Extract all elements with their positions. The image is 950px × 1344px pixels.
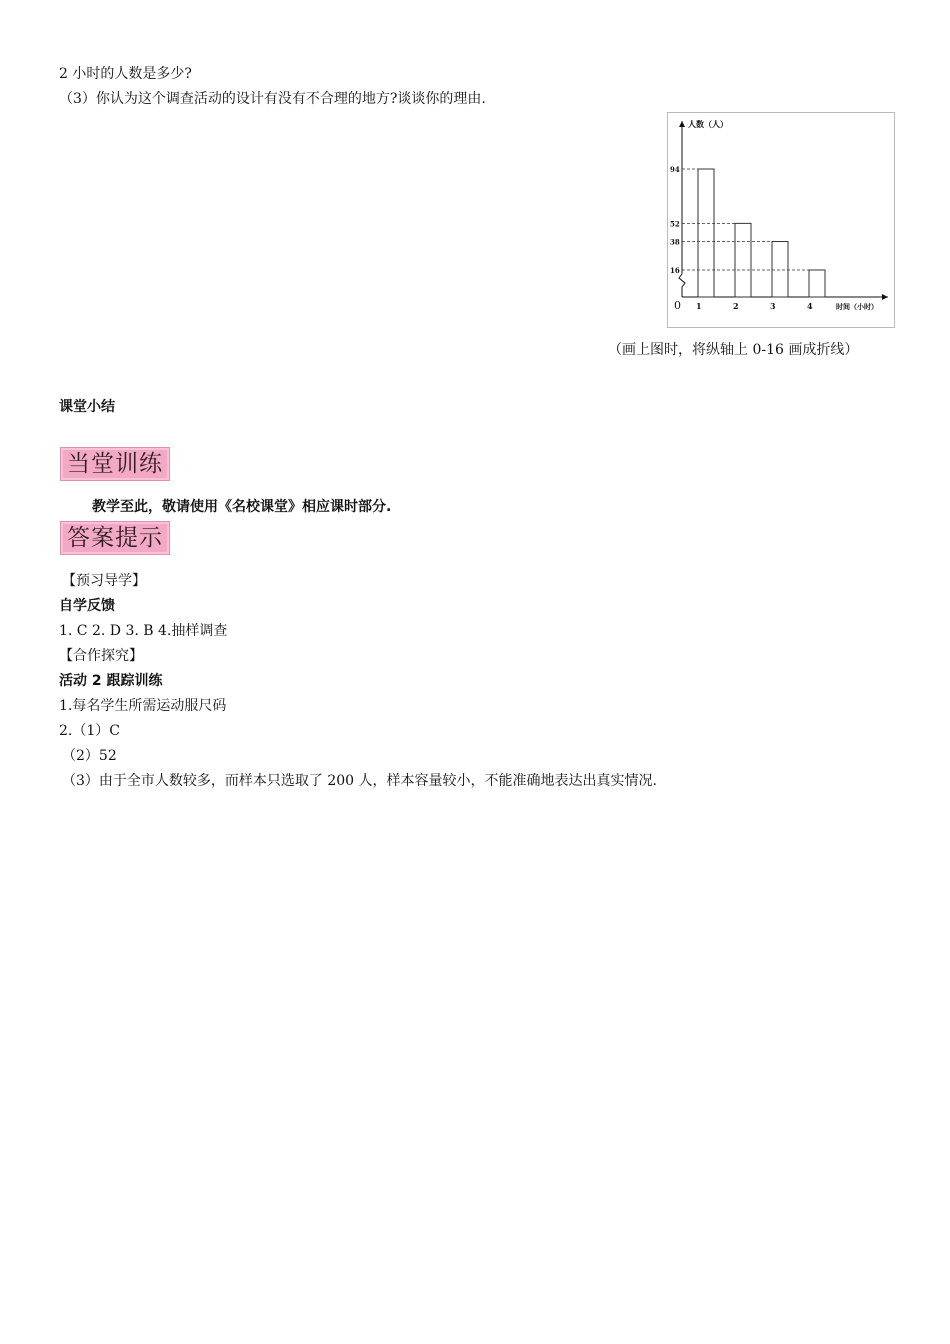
bar (735, 223, 751, 297)
y-axis-break (679, 274, 685, 297)
self-feedback-heading: 自学反馈 (59, 598, 115, 614)
y-tick-label: 16 (670, 266, 680, 275)
y-axis-label: 人数（人） (688, 119, 728, 129)
banner-training: 当堂训练 (60, 447, 170, 481)
x-axis-label: 时间（小时） (836, 302, 878, 311)
y-tick-label: 38 (670, 237, 680, 247)
preview-heading: 【预习导学】 (62, 573, 146, 589)
x-tick-label: 1 (696, 301, 702, 311)
training-text: 教学至此，敬请使用《名校课堂》相应课时部分. (92, 499, 392, 515)
y-tick-label: 94 (670, 165, 680, 174)
bar-chart (667, 112, 895, 328)
activity-heading: 活动 2 跟踪训练 (59, 673, 163, 689)
x-axis-arrow (882, 294, 888, 300)
x-tick-label: 2 (733, 301, 739, 311)
x-tick-label: 3 (770, 301, 776, 311)
answer-item-2c: （3）由于全市人数较多，而样本只选取了 200 人，样本容量较小，不能准确地表达出真实情况. (62, 773, 657, 789)
chart-note: （画上图时，将纵轴上 0-16 画成折线） (608, 342, 859, 358)
answer-item-2b: （2）52 (62, 748, 117, 764)
question-line-1: 2 小时的人数是多少? (59, 66, 192, 82)
origin-label: 0 (674, 299, 681, 312)
coop-heading: 【合作探究】 (59, 648, 143, 664)
y-axis-arrow (679, 121, 685, 127)
x-tick-label: 4 (807, 301, 813, 311)
chart-svg (668, 113, 894, 327)
bar (809, 270, 825, 297)
bar (772, 242, 788, 297)
answer-item-1: 1.每名学生所需运动服尺码 (59, 698, 227, 714)
banner-answers: 答案提示 (60, 521, 170, 555)
question-line-2: （3）你认为这个调查活动的设计有没有不合理的地方?谈谈你的理由. (59, 91, 486, 107)
answer-item-2: 2.（1）C (59, 723, 120, 739)
y-tick-label: 52 (670, 219, 680, 229)
bar (698, 169, 714, 297)
self-feedback-answers: 1. C 2. D 3. B 4.抽样调查 (59, 623, 228, 639)
summary-heading: 课堂小结 (59, 399, 115, 415)
